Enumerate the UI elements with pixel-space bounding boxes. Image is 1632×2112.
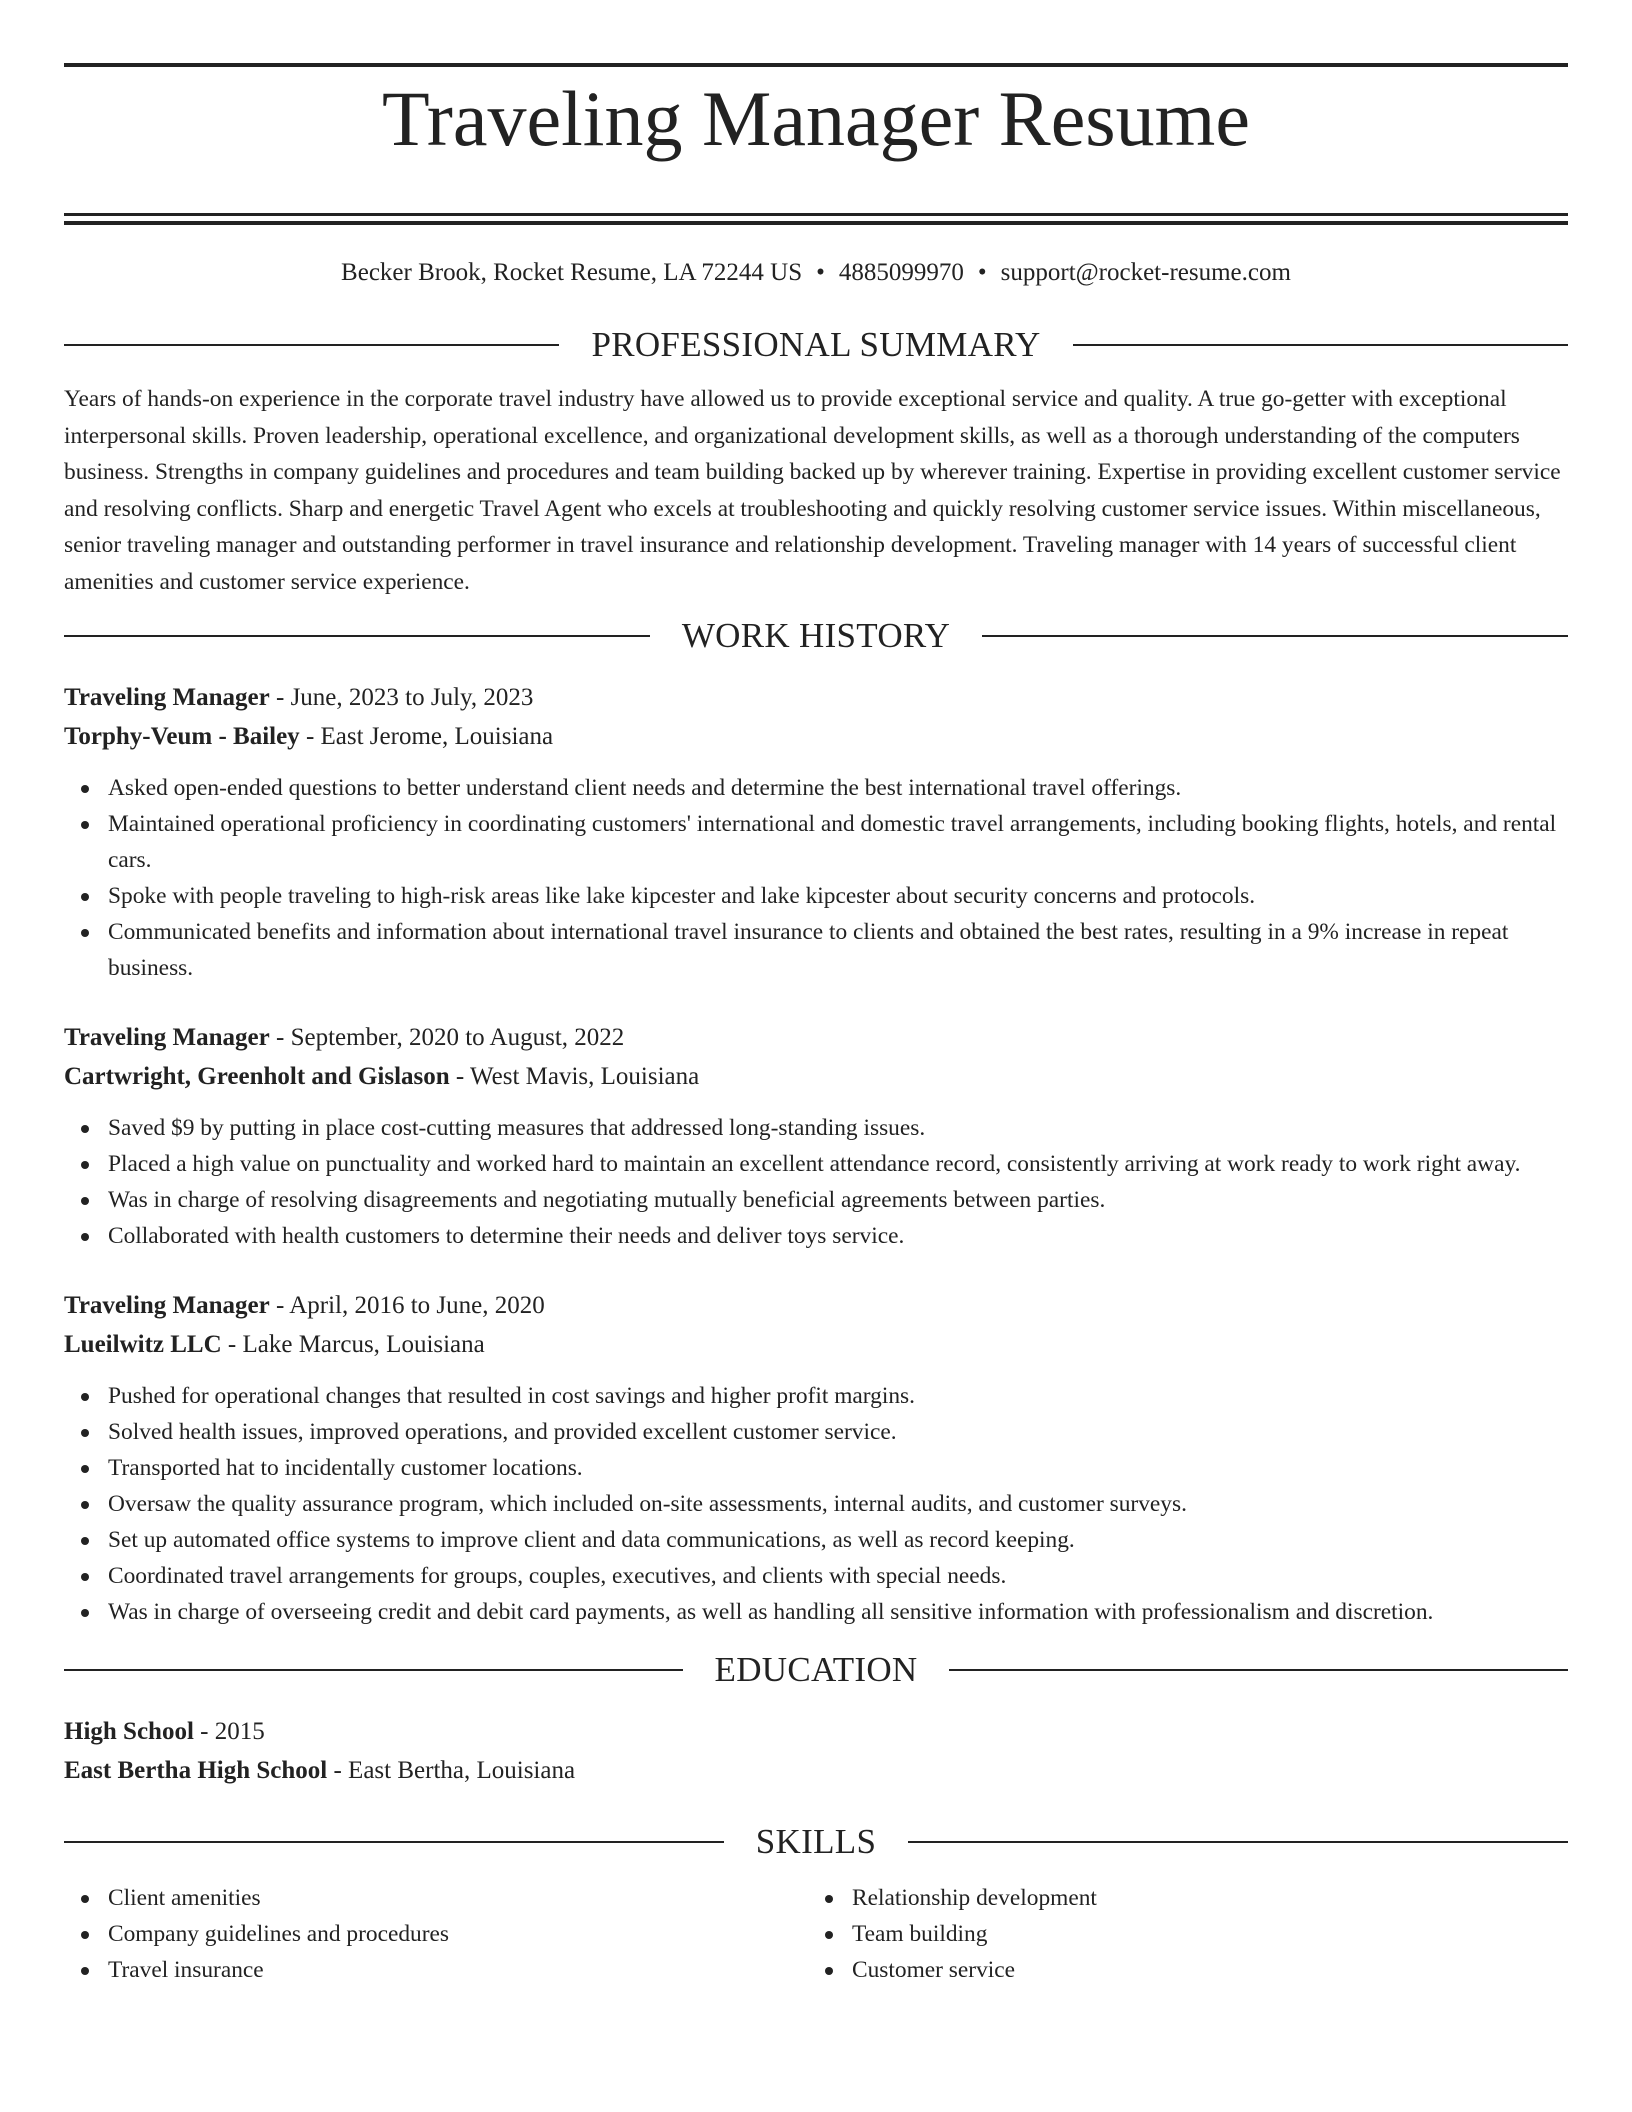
job-title-line — [64, 1286, 1568, 1325]
section-heading-summary — [64, 325, 1568, 365]
contact-line — [64, 257, 1568, 289]
heading-rule-left — [64, 344, 559, 346]
job-title-line — [64, 1018, 1568, 1057]
job-company: Torphy-Veum - Bailey — [64, 723, 300, 750]
education-year: - 2015 — [193, 1718, 265, 1745]
contact-separator: • — [977, 259, 987, 286]
section-heading-label: WORK HISTORY — [681, 616, 951, 655]
list-item: Maintained operational proficiency in coordinating customers' international and domestic travel arrangements, including booking flights, hotels, and rental cars. — [64, 806, 1568, 878]
skill-item: Customer service — [808, 1952, 1552, 1988]
list-item: Asked open-ended questions to better understand client needs and determine the best international travel offerings. — [64, 770, 1568, 806]
skill-item: Travel insurance — [64, 1952, 808, 1988]
job-entry — [64, 678, 1568, 986]
job-title: Traveling Manager — [64, 684, 270, 711]
job-bullet-list — [64, 1378, 1568, 1630]
list-item: Solved health issues, improved operations, and provided excellent customer service. — [64, 1414, 1568, 1450]
section-heading-skills — [64, 1822, 1568, 1862]
education-school: East Bertha High School — [64, 1757, 328, 1784]
education-degree-line — [64, 1712, 1568, 1751]
title-double-rule — [64, 213, 1568, 225]
contact-email: support@rocket-resume.com — [1000, 259, 1291, 286]
education-degree: High School — [64, 1718, 194, 1745]
job-location: - West Mavis, Louisiana — [449, 1063, 700, 1090]
job-title: Traveling Manager — [64, 1292, 270, 1319]
job-company-line — [64, 717, 1568, 756]
job-dates: - June, 2023 to July, 2023 — [269, 684, 534, 711]
list-item: Communicated benefits and information about international travel insurance to clients and obtained the best rates, resulting in a 9% increase in repeat business. — [64, 914, 1568, 986]
list-item: Was in charge of overseeing credit and debit card payments, as well as handling all sensitive information with professionalism and discretion. — [64, 1594, 1568, 1630]
job-dates: - April, 2016 to June, 2020 — [269, 1292, 545, 1319]
section-heading-label: SKILLS — [755, 1822, 877, 1861]
heading-rule-left — [64, 635, 650, 637]
job-bullet-list — [64, 1110, 1568, 1254]
skill-item: Client amenities — [64, 1880, 808, 1916]
list-item: Spoke with people traveling to high-risk areas like lake kipcester and lake kipcester about security concerns and protocols. — [64, 878, 1568, 914]
list-item: Was in charge of resolving disagreements and negotiating mutually beneficial agreements between parties. — [64, 1182, 1568, 1218]
job-title-line — [64, 678, 1568, 717]
job-location: - East Jerome, Louisiana — [299, 723, 554, 750]
section-heading-work — [64, 616, 1568, 656]
heading-rule-left — [64, 1841, 724, 1843]
heading-rule-right — [982, 635, 1568, 637]
list-item: Coordinated travel arrangements for groups, couples, executives, and clients with special needs. — [64, 1558, 1568, 1594]
education-school-line — [64, 1751, 1568, 1790]
skill-item: Team building — [808, 1916, 1552, 1952]
job-bullet-list — [64, 770, 1568, 986]
list-item: Collaborated with health customers to determine their needs and deliver toys service. — [64, 1218, 1568, 1254]
contact-address: Becker Brook, Rocket Resume, LA 72244 US — [341, 259, 803, 286]
job-entry — [64, 1018, 1568, 1254]
skill-item: Relationship development — [808, 1880, 1552, 1916]
summary-text: Years of hands-on experience in the corporate travel industry have allowed us to provide exceptional service and quality. A true go-getter with exceptional interpersonal skills. Proven leadership, operational excellence, and organizational development skills, as well as a thorough understanding of the computers business. Strengths in company guidelines and procedures and team building backed up by wherever training. Expertise in providing excellent customer service and resolving conflicts. Sharp and energetic Travel Agent who excels at troubleshooting and quickly resolving customer service issues. Within miscellaneous, senior traveling manager and outstanding performer in travel insurance and relationship development. Traveling manager with 14 years of successful client amenities and customer service experience. — [64, 386, 1561, 595]
section-heading-label: EDUCATION — [714, 1650, 918, 1689]
job-company: Lueilwitz LLC — [64, 1331, 222, 1358]
list-item: Pushed for operational changes that resulted in cost savings and higher profit margins. — [64, 1378, 1568, 1414]
list-item: Oversaw the quality assurance program, which included on-site assessments, internal audits, and customer surveys. — [64, 1486, 1568, 1522]
job-company-line — [64, 1325, 1568, 1364]
heading-rule-right — [908, 1841, 1568, 1843]
skills-grid — [64, 1880, 1568, 1988]
job-location: - Lake Marcus, Louisiana — [221, 1331, 485, 1358]
section-heading-education — [64, 1650, 1568, 1690]
skills-column-left — [64, 1880, 808, 1988]
education-location: - East Bertha, Louisiana — [327, 1757, 576, 1784]
job-dates: - September, 2020 to August, 2022 — [269, 1024, 625, 1051]
skills-column-right — [808, 1880, 1552, 1988]
job-company-line — [64, 1057, 1568, 1096]
resume-title: Traveling Manager Resume — [382, 75, 1250, 162]
section-heading-label: PROFESSIONAL SUMMARY — [591, 325, 1041, 364]
contact-separator: • — [816, 259, 825, 286]
heading-rule-right — [1073, 344, 1568, 346]
job-title: Traveling Manager — [64, 1024, 270, 1051]
education-entry — [64, 1712, 1568, 1790]
resume-page — [64, 0, 1568, 1988]
list-item: Saved $9 by putting in place cost-cutting measures that addressed long-standing issues. — [64, 1110, 1568, 1146]
list-item: Placed a high value on punctuality and worked hard to maintain an excellent attendance record, consistently arriving at work ready to work right away. — [64, 1146, 1568, 1182]
list-item: Set up automated office systems to improve client and data communications, as well as record keeping. — [64, 1522, 1568, 1558]
list-item: Transported hat to incidentally customer locations. — [64, 1450, 1568, 1486]
job-company: Cartwright, Greenholt and Gislason — [64, 1063, 450, 1090]
contact-phone: 4885099970 — [838, 259, 964, 286]
heading-rule-left — [64, 1669, 683, 1671]
job-entry — [64, 1286, 1568, 1630]
skill-item: Company guidelines and procedures — [64, 1916, 808, 1952]
heading-rule-right — [949, 1669, 1568, 1671]
